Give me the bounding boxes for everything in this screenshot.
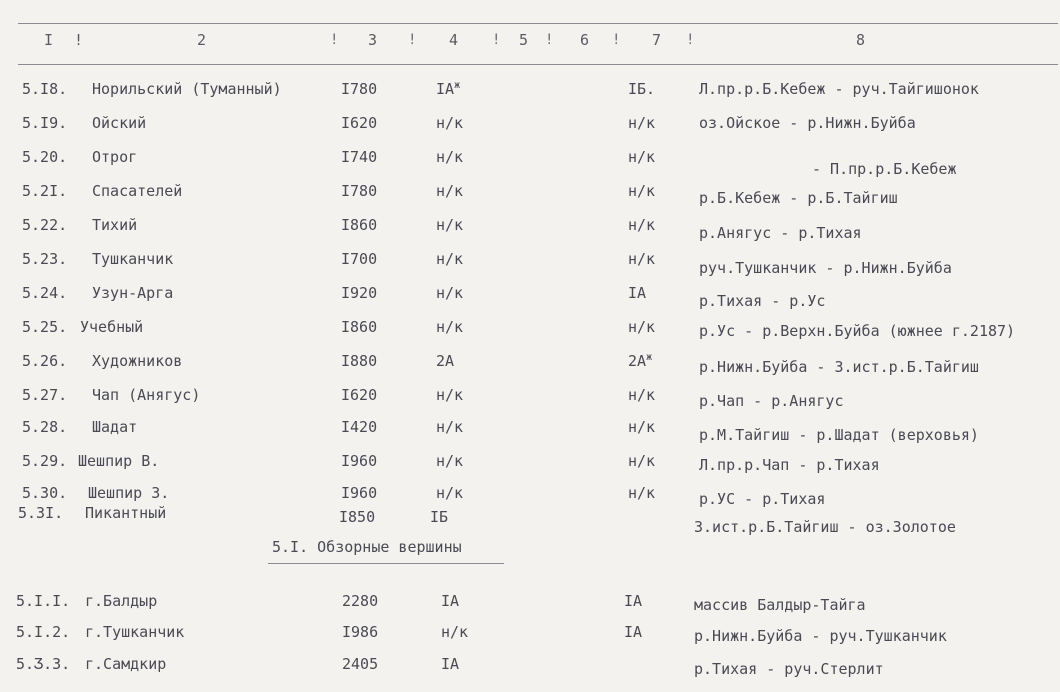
pass-category-7: н/к bbox=[628, 386, 656, 404]
pass-category: н/к bbox=[436, 386, 464, 404]
pass-height: I860 bbox=[341, 318, 378, 336]
header-col1: I bbox=[44, 31, 54, 49]
peak-route: р.Нижн.Буйба - руч.Тушканчик bbox=[694, 627, 947, 645]
header-col6: 6 bbox=[580, 31, 590, 49]
pass-name: Норильский (Туманный) bbox=[92, 80, 282, 98]
peak-category-7: IA bbox=[624, 592, 643, 610]
pass-category: н/к bbox=[436, 452, 464, 470]
table-row bbox=[0, 216, 1060, 246]
peak-category: н/к bbox=[441, 623, 469, 641]
header-sep: ! bbox=[612, 32, 621, 48]
row-number: 5.I9. bbox=[22, 114, 68, 132]
pass-height: I780 bbox=[341, 80, 378, 98]
header-col4: 4 bbox=[449, 31, 459, 49]
pass-category-7: н/к bbox=[628, 418, 656, 436]
pass-category: н/к bbox=[436, 284, 464, 302]
pass-height: I700 bbox=[341, 250, 378, 268]
pass-name: Художников bbox=[92, 352, 183, 370]
pass-name: Узун-Арга bbox=[92, 284, 174, 302]
pass-category-7: IБ. bbox=[628, 80, 656, 98]
pass-category: н/к bbox=[436, 318, 464, 336]
row-number: 5.I8. bbox=[22, 80, 68, 98]
table-row bbox=[0, 352, 1060, 382]
pass-route: Л.пр.р.Чап - р.Тихая bbox=[699, 456, 880, 474]
table-row bbox=[0, 148, 1060, 178]
pass-category-7: н/к bbox=[628, 114, 656, 132]
row-number: 5.I.2. bbox=[16, 623, 71, 641]
pass-height: I850 bbox=[339, 508, 376, 526]
pass-category-7: н/к bbox=[628, 318, 656, 336]
pass-category-7: н/к bbox=[628, 216, 656, 234]
peak-height: I986 bbox=[342, 623, 379, 641]
pass-height: I880 bbox=[341, 352, 378, 370]
table-row bbox=[0, 284, 1060, 314]
header-sep: ! bbox=[545, 32, 554, 48]
table-row bbox=[0, 418, 1060, 448]
pass-height: I620 bbox=[341, 114, 378, 132]
pass-category: н/к bbox=[436, 114, 464, 132]
table-row bbox=[0, 504, 1060, 534]
pass-route: р.М.Тайгиш - р.Шадат (верховья) bbox=[699, 426, 979, 444]
pass-category: н/к bbox=[436, 484, 464, 502]
category-mark: ж bbox=[646, 352, 653, 363]
pass-category-7: IA bbox=[628, 284, 647, 302]
pass-category-7: н/к bbox=[628, 484, 656, 502]
header-col7: 7 bbox=[652, 31, 662, 49]
header-sep: ! bbox=[408, 32, 417, 48]
row-number: 5.25. bbox=[22, 318, 68, 336]
peak-height: 2405 bbox=[342, 655, 379, 673]
table-row bbox=[0, 114, 1060, 144]
header-sep: ! bbox=[492, 32, 501, 48]
pass-name: Спасателей bbox=[92, 182, 183, 200]
pass-route: руч.Тушканчик - р.Нижн.Буйба bbox=[699, 259, 952, 277]
pass-category-7: н/к bbox=[628, 250, 656, 268]
pass-name: Пикантный bbox=[85, 504, 167, 522]
pass-route: р.Ус - р.Верхн.Буйба (южнее г.2187) bbox=[699, 322, 1016, 340]
pass-route: р.Б.Кебеж - р.Б.Тайгиш bbox=[699, 189, 898, 207]
pass-name: Чап (Анягус) bbox=[92, 386, 201, 404]
header-sep: ! bbox=[330, 32, 339, 48]
pass-route: р.Тихая - р.Ус bbox=[699, 292, 826, 310]
pass-category: IБ bbox=[430, 508, 449, 526]
row-number: 5.26. bbox=[22, 352, 68, 370]
row-number: 5.22. bbox=[22, 216, 68, 234]
header-bottom-rule bbox=[18, 64, 1058, 65]
row-number: 5.3I. bbox=[18, 504, 64, 522]
pass-route: р.Анягус - р.Тихая bbox=[699, 224, 862, 242]
pass-category: $IA^ж$ bbox=[436, 80, 461, 98]
pass-name: Шешпир В. bbox=[78, 452, 160, 470]
pass-route: р.Нижн.Буйба - З.ист.р.Б.Тайгиш bbox=[699, 358, 979, 376]
pass-route: - П.пр.р.Б.Кебеж bbox=[812, 160, 957, 178]
header-col8: 8 bbox=[856, 31, 866, 49]
pass-name: Тихий bbox=[92, 216, 138, 234]
pass-category: н/к bbox=[436, 216, 464, 234]
table-row bbox=[0, 80, 1060, 110]
header-sep: ! bbox=[686, 32, 695, 48]
pass-height: I620 bbox=[341, 386, 378, 404]
pass-category-7: н/к bbox=[628, 182, 656, 200]
pass-height: I960 bbox=[341, 452, 378, 470]
row-number: 5.27. bbox=[22, 386, 68, 404]
row-number: 5.2I. bbox=[22, 182, 68, 200]
pass-category-7: н/к bbox=[628, 452, 656, 470]
row-number: 5.28. bbox=[22, 418, 68, 436]
pass-category-7: н/к bbox=[628, 148, 656, 166]
pass-name: Ойский bbox=[92, 114, 147, 132]
row-number: 5.20. bbox=[22, 148, 68, 166]
peak-category-7: IA bbox=[624, 623, 643, 641]
header-col5: 5 bbox=[519, 31, 529, 49]
row-number: 5.23. bbox=[22, 250, 68, 268]
peak-route: р.Тихая - руч.Стерлит bbox=[694, 660, 884, 678]
pass-route: р.Чап - р.Анягус bbox=[699, 392, 844, 410]
row-number: 5.29. bbox=[22, 452, 68, 470]
row-number: 5.Ӡ.3. bbox=[16, 655, 71, 673]
table-row bbox=[0, 592, 1060, 622]
peak-name: г.Самдкир bbox=[85, 655, 167, 673]
pass-height: I960 bbox=[341, 484, 378, 502]
pass-height: I740 bbox=[341, 148, 378, 166]
pass-height: I860 bbox=[341, 216, 378, 234]
pass-name: Шадат bbox=[92, 418, 138, 436]
peak-height: 2280 bbox=[342, 592, 379, 610]
table-row bbox=[0, 182, 1060, 212]
pass-route: З.ист.р.Б.Тайгиш - оз.Золотое bbox=[694, 518, 956, 536]
pass-route: оз.Ойское - р.Нижн.Буйба bbox=[699, 114, 916, 132]
header-col2: 2 bbox=[197, 31, 207, 49]
pass-category: н/к bbox=[436, 418, 464, 436]
peak-category: IA bbox=[441, 592, 460, 610]
peak-route: массив Балдыр-Тайга bbox=[694, 596, 866, 614]
pass-route: Л.пр.р.Б.Кебеж - руч.Тайгишонок bbox=[699, 80, 979, 98]
pass-height: I920 bbox=[341, 284, 378, 302]
pass-height: I780 bbox=[341, 182, 378, 200]
row-number: 5.30. bbox=[22, 484, 68, 502]
pass-category: 2A bbox=[436, 352, 455, 370]
table-row bbox=[0, 318, 1060, 348]
pass-category: н/к bbox=[436, 148, 464, 166]
table-row bbox=[0, 623, 1060, 653]
pass-category: н/к bbox=[436, 182, 464, 200]
header-col3: 3 bbox=[368, 31, 378, 49]
category-mark: ж bbox=[454, 80, 461, 91]
pass-name: Учебный bbox=[80, 318, 144, 336]
section-title-underline bbox=[268, 563, 504, 564]
pass-category: н/к bbox=[436, 250, 464, 268]
peak-name: г.Тушканчик bbox=[85, 623, 185, 641]
pass-name: Тушканчик bbox=[92, 250, 174, 268]
section-title: 5.I. Обзорные вершины bbox=[272, 538, 462, 556]
table-row bbox=[0, 655, 1060, 685]
pass-name: Шешпир З. bbox=[88, 484, 170, 502]
header-top-rule bbox=[18, 23, 1058, 24]
table-row bbox=[0, 250, 1060, 280]
header-col1-sep: ! bbox=[74, 31, 84, 49]
pass-route: р.УС - р.Тихая bbox=[699, 490, 826, 508]
row-number: 5.24. bbox=[22, 284, 68, 302]
row-number: 5.I.I. bbox=[16, 592, 71, 610]
table-row bbox=[0, 386, 1060, 416]
pass-name: Отрог bbox=[92, 148, 138, 166]
pass-height: I420 bbox=[341, 418, 378, 436]
peak-category: IA bbox=[441, 655, 460, 673]
table-row bbox=[0, 452, 1060, 482]
pass-category-7: $2A^ж$ bbox=[628, 352, 653, 370]
peak-name: г.Балдыр bbox=[85, 592, 158, 610]
